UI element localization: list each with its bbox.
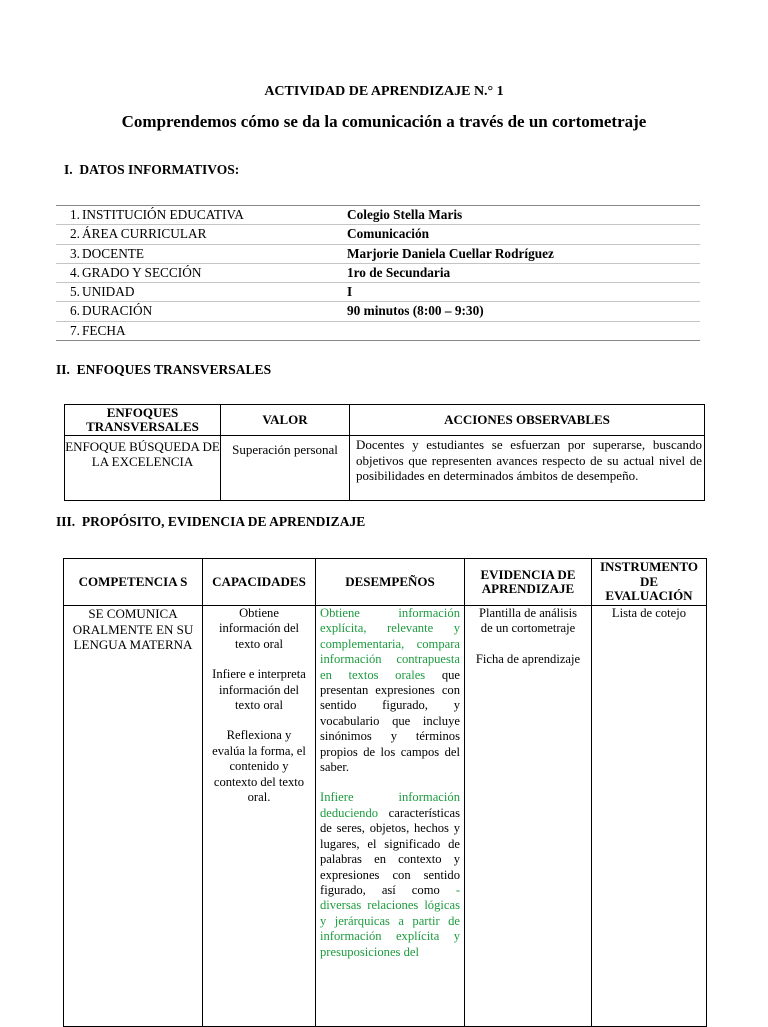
- header-desempenos: DESEMPEÑOS: [316, 559, 465, 606]
- section-title: PROPÓSITO, EVIDENCIA DE APRENDIZAJE: [81, 514, 366, 529]
- row-number: 2.: [70, 226, 80, 242]
- row-label: FECHA: [82, 322, 126, 338]
- capacidad-item: Obtiene información del texto oral: [218, 606, 300, 651]
- section-title: DATOS INFORMATIVOS:: [79, 162, 240, 177]
- section-enfoques-heading: [56, 362, 271, 378]
- proposito-table: [63, 558, 707, 1027]
- capacidad-item: Reflexiona y evalúa la forma, el contenido y contexto del texto oral.: [212, 728, 306, 805]
- capacidad-item: Infiere e interpreta información del texto oral: [212, 667, 306, 713]
- activity-subtitle: Comprendemos cómo se da la comunicación a través de un cortometraje: [121, 112, 647, 131]
- desempeno-green-text: Infiere información deduciendo: [320, 790, 460, 820]
- row-label: UNIDAD: [82, 284, 135, 300]
- capacidades-cell: [203, 606, 316, 1027]
- row-value: I: [347, 284, 353, 300]
- header-acciones: ACCIONES OBSERVABLES: [350, 405, 705, 436]
- evidencia-cell: [465, 606, 592, 1027]
- row-label: GRADO Y SECCIÓN: [82, 264, 202, 280]
- desempeno-text: características de seres, objetos, hechos y lugares, el significado de palabras en contexto y expresiones con sentido figurado, así como: [320, 805, 460, 897]
- desempeno-text: que presentan expresiones con sentido figurado, y vocabulario que incluye sinónimos y términos propios de los campos del saber.: [320, 667, 460, 775]
- valor-cell: Superación personal: [221, 436, 350, 501]
- row-number: 5.: [70, 284, 80, 300]
- section-number: III.: [56, 514, 76, 529]
- datos-row: [56, 245, 700, 264]
- header-capacidades: CAPACIDADES: [203, 559, 316, 606]
- datos-row: [56, 264, 700, 283]
- desempeno-green-text: -diversas relaciones lógicas y jerárquicas a partir de información explícita y presuposiciones del: [320, 882, 460, 959]
- row-number: 4.: [70, 264, 80, 280]
- section-number: II.: [56, 362, 70, 377]
- datos-row: [56, 302, 700, 321]
- section-number: I.: [64, 162, 73, 177]
- row-value: Comunicación: [347, 226, 430, 242]
- row-value: Marjorie Daniela Cuellar Rodríguez: [347, 245, 554, 261]
- row-label: ÁREA CURRICULAR: [82, 226, 207, 242]
- row-value: Colegio Stella Maris: [347, 207, 463, 222]
- acciones-cell: Docentes y estudiantes se esfuerzan por superarse, buscando objetivos que representen avances respecto de su actual nivel de posibilidades en determinados ámbitos de desempeño.: [350, 436, 705, 501]
- activity-title: ACTIVIDAD DE APRENDIZAJE N.° 1: [264, 84, 504, 99]
- desempeno-green-text: Obtiene información explícita, relevante y complementaria, compara información contrapuesta en textos orales: [320, 606, 460, 682]
- enfoques-table: [64, 404, 705, 501]
- row-label: DOCENTE: [82, 245, 145, 261]
- row-value: 90 minutos (8:00 – 9:30): [347, 303, 484, 319]
- header-valor: VALOR: [221, 405, 350, 436]
- evidencia-item: Ficha de aprendizaje: [475, 651, 581, 666]
- section-datos-heading: [64, 162, 239, 178]
- row-label: DURACIÓN: [82, 303, 153, 319]
- desempenos-text: [320, 606, 460, 1024]
- enfoque-cell: ENFOQUE BÚSQUEDA DE LA EXCELENCIA: [65, 436, 221, 501]
- datos-row: [56, 225, 700, 244]
- row-value: 1ro de Secundaria: [347, 264, 451, 280]
- row-number: 1.: [70, 207, 80, 222]
- instrumento-cell: Lista de cotejo: [592, 606, 707, 1027]
- row-number: 3.: [70, 245, 80, 261]
- desempenos-cell: [316, 606, 465, 1027]
- section-proposito-heading: [56, 514, 365, 530]
- header-competencias: COMPETENCIA S: [64, 559, 203, 606]
- datos-row: [56, 206, 700, 225]
- row-number: 7.: [70, 322, 80, 338]
- header-evidencia: EVIDENCIA DE APRENDIZAJE: [465, 559, 592, 606]
- header-instrumento: INSTRUMENTO DE EVALUACIÓN: [592, 559, 707, 606]
- row-label: INSTITUCIÓN EDUCATIVA: [82, 207, 244, 222]
- competencia-cell: SE COMUNICA ORALMENTE EN SU LENGUA MATERNA: [64, 606, 203, 1027]
- datos-row: [56, 283, 700, 302]
- section-title: ENFOQUES TRANSVERSALES: [76, 362, 272, 377]
- row-number: 6.: [70, 303, 80, 319]
- evidencia-item: Plantilla de análisis de un cortometraje: [479, 606, 577, 636]
- datos-table: [56, 205, 700, 341]
- header-enfoques: ENFOQUES TRANSVERSALES: [65, 405, 221, 436]
- datos-row: [56, 322, 700, 340]
